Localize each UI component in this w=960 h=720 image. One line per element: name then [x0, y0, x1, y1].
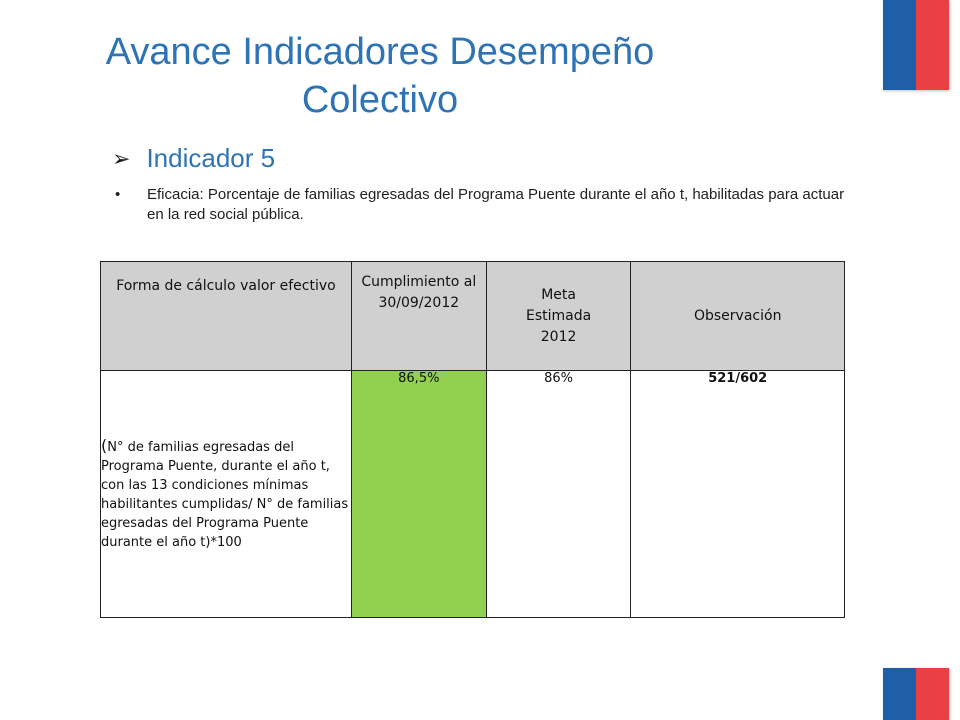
header-meta-line2: Estimada: [525, 307, 592, 324]
header-meta: [486, 262, 631, 371]
chile-flag-icon: [883, 0, 949, 90]
header-cumplimiento-line1: Cumplimiento al: [361, 274, 477, 290]
flag-blue-stripe: [883, 0, 916, 90]
flag-red-stripe: [916, 0, 949, 90]
cell-formula: [101, 371, 352, 618]
formula-paren: (: [101, 436, 108, 455]
bullet-item: [115, 185, 855, 225]
arrow-bullet-icon: ➢: [112, 145, 131, 171]
table-row: [101, 371, 845, 618]
cell-observacion: 521/602: [631, 371, 845, 618]
header-meta-line3: 2012: [540, 328, 577, 345]
flag-blue-stripe: [883, 668, 916, 720]
table-header-row: [101, 262, 845, 371]
indicator-table: [100, 261, 845, 618]
flag-red-stripe: [916, 668, 949, 720]
chile-flag-icon: [883, 668, 949, 720]
header-cumplimiento: [351, 262, 486, 371]
indicator-heading: [112, 143, 275, 174]
header-meta-line1: Meta: [541, 286, 576, 303]
header-observacion: Observación: [631, 262, 845, 371]
header-cumplimiento-line2: 30/09/2012: [378, 295, 460, 311]
bullet-text: Eficacia: Porcentaje de familias egresadas del Programa Puente durante el año t, habilitadas para actuar en la red social pública.: [147, 186, 845, 223]
cell-meta: 86%: [486, 371, 631, 618]
cell-cumplimiento: 86,5%: [351, 371, 486, 618]
slide-title: Avance Indicadores Desempeño Colectivo: [105, 31, 655, 121]
bullet-dot-icon: •: [115, 186, 121, 203]
indicator-heading-text: Indicador 5: [146, 143, 276, 173]
header-formula: Forma de cálculo valor efectivo: [101, 262, 352, 371]
formula-text: N° de familias egresadas del Programa Puente, durante el año t, con las 13 condiciones mínimas habilitantes cumplidas/ N° de familias egresadas del Programa Puente durante el año t)*100: [101, 440, 349, 550]
